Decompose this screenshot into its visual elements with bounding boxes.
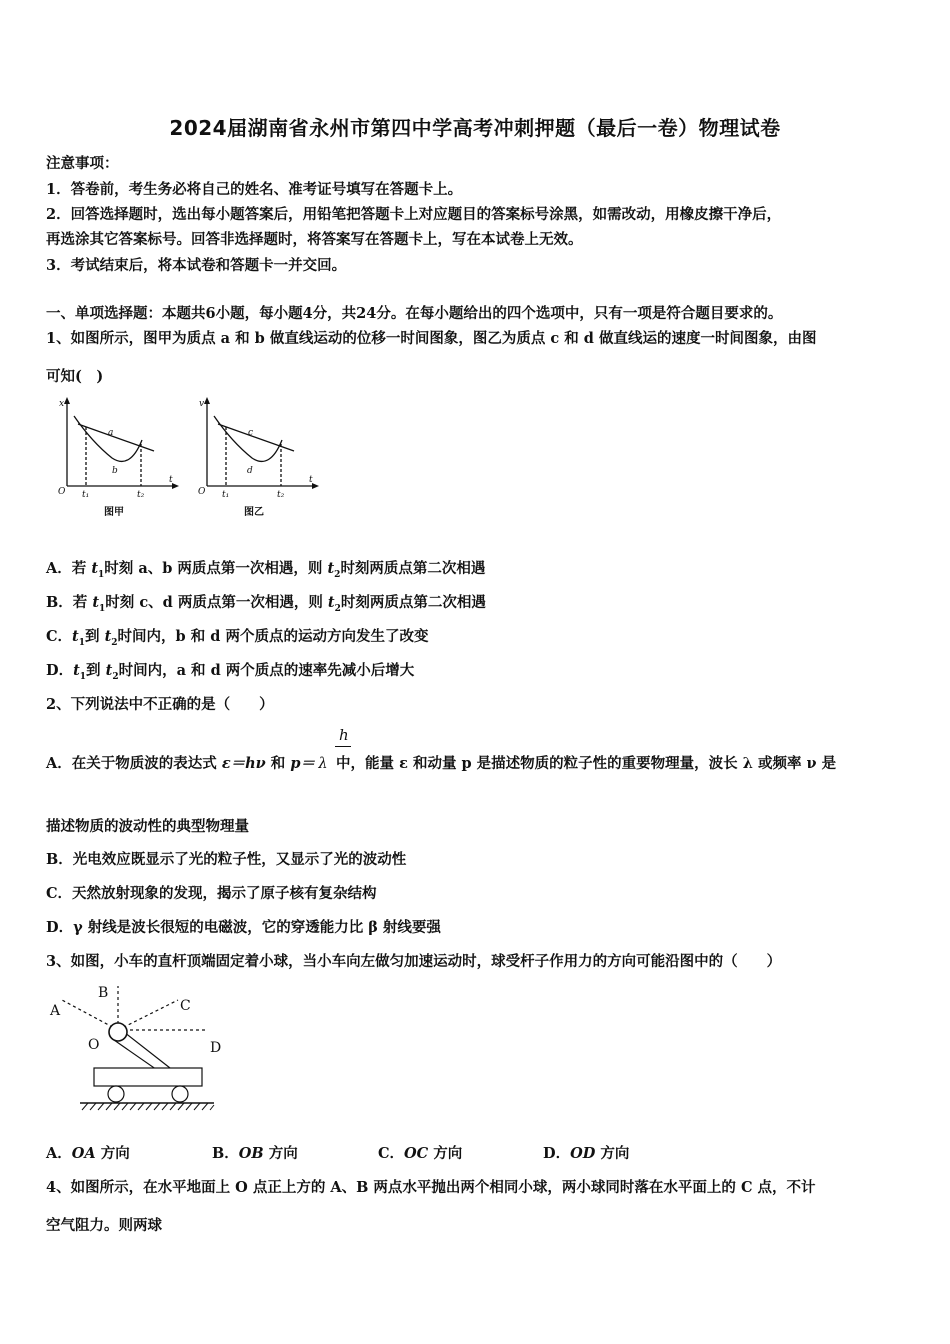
y-label: v bbox=[199, 399, 205, 409]
q2-stem: 2、下列说法中不正确的是（ ） bbox=[46, 696, 274, 713]
fraction-bar bbox=[335, 746, 351, 747]
wheel-right bbox=[172, 1086, 188, 1102]
t2-label: t₂ bbox=[137, 490, 145, 500]
section-heading: 一、单项选择题：本题共6小题，每小题4分，共24分。在每小题给出的四个选项中，只有一项是符合题目要求的。 bbox=[46, 305, 783, 322]
t2-label: t₂ bbox=[277, 490, 285, 500]
x-arrow-icon bbox=[172, 483, 179, 489]
curve-d-label: d bbox=[247, 466, 253, 476]
note-2a: 2．回答选择题时，选出每小题答案后，用铅笔把答题卡上对应题目的答案标号涂黑，如需改动，用橡皮擦干净后， bbox=[46, 206, 782, 223]
note-3: 3．考试结束后，将本试卷和答题卡一并交回。 bbox=[46, 257, 347, 274]
q1-option-c: C．$t_1$到 $t_2$时间内，b 和 d 两个质点的运动方向发生了改变 bbox=[46, 628, 429, 648]
q2-option-d: D．γ 射线是波长很短的电磁波，它的穿透能力比 β 射线要强 bbox=[46, 919, 441, 936]
q4-stem-line1: 4、如图所示，在水平地面上 O 点正上方的 A、B 两点水平抛出两个相同小球，两小球同时落在水平面上的 C 点，不计 bbox=[46, 1179, 816, 1196]
x-label: t bbox=[169, 475, 173, 485]
label-b: B bbox=[98, 985, 109, 1001]
q3-option-b: B．OB 方向 bbox=[212, 1145, 298, 1162]
note-2b: 再选涂其它答案标号。回答非选择题时，将答案写在答题卡上，写在本试卷上无效。 bbox=[46, 231, 583, 248]
q1-figure-left bbox=[52, 394, 182, 520]
label-a: A bbox=[50, 1003, 61, 1019]
line-c bbox=[218, 424, 294, 451]
label-o: O bbox=[88, 1037, 100, 1053]
curve-c-label: c bbox=[248, 428, 254, 438]
q3-stem: 3、如图，小车的直杆顶端固定着小球，当小车向左做匀加速运动时，球受杆子作用力的方向可能沿图中的（ ） bbox=[46, 953, 782, 970]
q1-option-a: A．若 $t_1$时刻 a、b 两质点第一次相遇，则 $t_2$时刻两质点第二次相遇 bbox=[46, 560, 486, 580]
t1-label: t₁ bbox=[222, 490, 230, 500]
curve-b-label: b bbox=[112, 466, 118, 476]
origin-label: O bbox=[58, 487, 66, 497]
page-title: 2024届湖南省永州市第四中学高考冲刺押题（最后一卷）物理试卷 bbox=[169, 116, 781, 140]
fig-caption: 图乙 bbox=[244, 507, 264, 518]
fraction-numerator: h bbox=[339, 726, 349, 744]
q3-option-d: D．OD 方向 bbox=[543, 1145, 630, 1162]
q4-stem-line2: 空气阻力。则两球 bbox=[46, 1217, 162, 1234]
origin-label: O bbox=[198, 487, 206, 497]
q3-figure-cart bbox=[46, 980, 226, 1120]
q2-option-c: C．天然放射现象的发现，揭示了原子核有复杂结构 bbox=[46, 885, 377, 902]
q1-stem-line1: 1、如图所示，图甲为质点 a 和 b 做直线运动的位移一时间图象，图乙为质点 c 和 d 做直线运的速度一时间图象，由图 bbox=[46, 330, 817, 347]
x-label: t bbox=[309, 475, 313, 485]
notes-heading: 注意事项： bbox=[46, 155, 119, 172]
fig-caption: 图甲 bbox=[104, 507, 124, 518]
q2-option-a-cont: 描述物质的波动性的典型物理量 bbox=[46, 818, 249, 835]
y-label: x bbox=[59, 399, 65, 409]
wheel-left bbox=[108, 1086, 124, 1102]
x-arrow-icon bbox=[312, 483, 319, 489]
q2-option-a: A．在关于物质波的表达式 ε＝hν 和 p＝ λ 中，能量 ε 和动量 p 是描述物质的粒子性的重要物理量，波长 λ 或频率 ν 是 bbox=[46, 755, 837, 772]
curve-b bbox=[74, 416, 142, 461]
q1-option-d: D．$t_1$到 $t_2$时间内，a 和 d 两个质点的速率先减小后增大 bbox=[46, 662, 415, 682]
ground-hatch bbox=[82, 1103, 214, 1110]
label-c: C bbox=[180, 998, 191, 1014]
q3-option-a: A．OA 方向 bbox=[46, 1145, 130, 1162]
q1-figure-right bbox=[192, 394, 322, 520]
t1-label: t₁ bbox=[82, 490, 90, 500]
y-arrow-icon bbox=[64, 397, 70, 404]
label-d: D bbox=[210, 1040, 222, 1056]
q1-stem-line2: 可知( ) bbox=[46, 368, 104, 385]
curve-d bbox=[214, 416, 282, 461]
direction-a-line bbox=[62, 1000, 118, 1030]
direction-c-line bbox=[118, 1000, 178, 1030]
cart-body bbox=[94, 1068, 202, 1086]
q2-option-b: B．光电效应既显示了光的粒子性，又显示了光的波动性 bbox=[46, 851, 407, 868]
q1-option-b: B．若 $t_1$时刻 c、d 两质点第一次相遇，则 $t_2$时刻两质点第二次相遇 bbox=[46, 594, 486, 614]
ball bbox=[109, 1023, 127, 1041]
line-a bbox=[78, 424, 154, 451]
q3-option-c: C．OC 方向 bbox=[378, 1145, 463, 1162]
note-1: 1．答卷前，考生务必将自己的姓名、准考证号填写在答题卡上。 bbox=[46, 181, 463, 198]
y-arrow-icon bbox=[204, 397, 210, 404]
curve-a-label: a bbox=[108, 428, 114, 438]
